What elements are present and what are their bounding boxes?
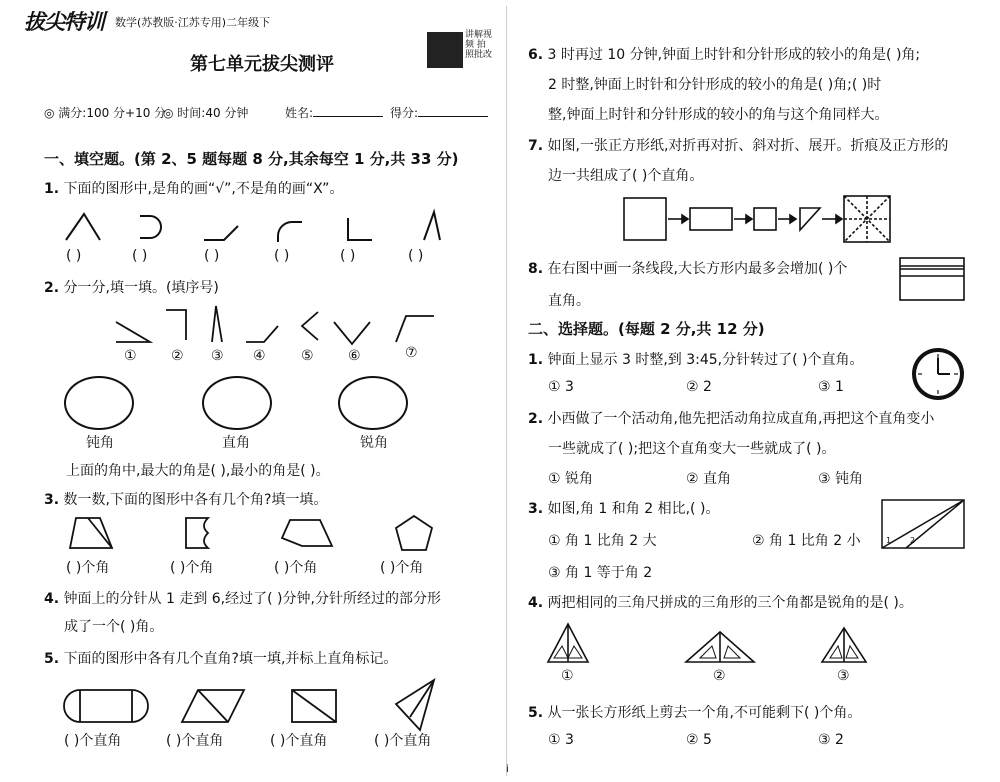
- q1-blank-4[interactable]: ( ): [274, 248, 290, 264]
- page-title: 第七单元拔尖测评: [190, 54, 334, 75]
- q6-line3: 整,钟面上时针和分针形成的较小的角与这个角同样大。: [548, 107, 889, 123]
- q2-label-4: ④: [253, 348, 266, 364]
- q2-label-7: ⑦: [405, 345, 418, 361]
- c3-figure-label-2: 2: [910, 536, 916, 545]
- c1-text: 钟面上显示 3 时整,到 3:45,分针转过了( )个直角。: [547, 352, 864, 368]
- q3-text: 数一数,下面的图形中各有几个角?填一填。: [63, 492, 328, 508]
- c3-text: 如图,角 1 和角 2 相比,( )。: [547, 501, 720, 517]
- q1-text: 下面的图形中,是角的画“√”,不是角的画“X”。: [63, 181, 344, 197]
- q1-blank-5[interactable]: ( ): [340, 248, 356, 264]
- q8-number: 8.: [528, 261, 544, 277]
- q8-line2: 直角。: [548, 293, 590, 309]
- q7-text-1: 如图,一张正方形纸,对折再对折、斜对折、展开。折痕及正方形的: [547, 138, 949, 154]
- c5-option-2[interactable]: ② 5: [686, 732, 712, 748]
- c1-option-1[interactable]: ① 3: [548, 379, 574, 395]
- page-mark: i: [506, 764, 509, 775]
- c2-option-3[interactable]: ③ 钝角: [818, 471, 864, 487]
- c3-option-3[interactable]: ③ 角 1 等于角 2: [548, 565, 653, 581]
- q7-line2: 边一共组成了( )个直角。: [548, 168, 704, 184]
- q2-label-1: ①: [124, 348, 137, 364]
- section1-title: 一、填空题。(第 2、5 题每题 8 分,其余每空 1 分,共 33 分): [44, 150, 459, 168]
- q1-blank-3[interactable]: ( ): [204, 248, 220, 264]
- q3-blank-2[interactable]: ( )个角: [170, 560, 214, 576]
- c1-number: 1.: [528, 352, 544, 368]
- q2-label-3: ③: [211, 348, 224, 364]
- score-label: 得分:: [390, 106, 419, 120]
- c3-number: 3.: [528, 501, 544, 517]
- oval-acute-label: 锐角: [360, 435, 388, 451]
- q1-blank-2[interactable]: ( ): [132, 248, 148, 264]
- c4-label-1[interactable]: ①: [561, 668, 574, 684]
- c2-text-1: 小西做了一个活动角,他先把活动角拉成直角,再把这个直角变小: [547, 411, 935, 427]
- q3-number: 3.: [44, 492, 60, 508]
- q8-text-1: 在右图中画一条线段,大长方形内最多会增加( )个: [547, 261, 848, 277]
- q1-blank-1[interactable]: ( ): [66, 248, 82, 264]
- qr-label: 讲解视频 拍照批改: [465, 30, 493, 60]
- q5-blank-2[interactable]: ( )个直角: [166, 733, 224, 749]
- q3-blank-1[interactable]: ( )个角: [66, 560, 110, 576]
- q5-blank-4[interactable]: ( )个直角: [374, 733, 432, 749]
- q4-line2: 成了一个( )角。: [64, 619, 164, 635]
- q1-number: 1.: [44, 181, 60, 197]
- q5-blank-3[interactable]: ( )个直角: [270, 733, 328, 749]
- c5-option-3[interactable]: ③ 2: [818, 732, 844, 748]
- c1-option-3[interactable]: ③ 1: [818, 379, 844, 395]
- q1-blank-6[interactable]: ( ): [408, 248, 424, 264]
- c5-number: 5.: [528, 705, 544, 721]
- c2-line2: 一些就成了( );把这个直角变大一些就成了( )。: [548, 441, 836, 457]
- q2-label-2: ②: [171, 348, 184, 364]
- oval-obtuse-label: 钝角: [86, 435, 114, 451]
- full-score: ◎ 满分:100 分+10 分: [44, 106, 167, 120]
- c3-option-1[interactable]: ① 角 1 比角 2 大: [548, 533, 657, 549]
- q6-text-1: 3 时再过 10 分钟,钟面上时针和分针形成的较小的角是( )角;: [547, 47, 921, 63]
- c1-option-2[interactable]: ② 2: [686, 379, 712, 395]
- q7-number: 7.: [528, 138, 544, 154]
- book-info: 数学(苏教版·江苏专用)二年级下: [115, 16, 271, 29]
- time-limit: ◎ 时间:40 分钟: [163, 106, 249, 120]
- q3-blank-3[interactable]: ( )个角: [274, 560, 318, 576]
- q4-text-1: 钟面上的分针从 1 走到 6,经过了( )分钟,分针所经过的部分形: [63, 591, 441, 607]
- c4-label-3[interactable]: ③: [837, 668, 850, 684]
- q2-label-5: ⑤: [301, 348, 314, 364]
- q3-blank-4[interactable]: ( )个角: [380, 560, 424, 576]
- q6-line2: 2 时整,钟面上时针和分针形成的较小的角是( )角;( )时: [548, 77, 882, 93]
- q2-text: 分一分,填一填。(填序号): [63, 280, 219, 296]
- c4-text: 两把相同的三角尺拼成的三角形的三个角都是锐角的是( )。: [547, 595, 913, 611]
- c5-option-1[interactable]: ① 3: [548, 732, 574, 748]
- q4-number: 4.: [44, 591, 60, 607]
- q5-text: 下面的图形中各有几个直角?填一填,并标上直角标记。: [63, 651, 398, 667]
- q2-follow-up: 上面的角中,最大的角是( ),最小的角是( )。: [66, 463, 330, 479]
- oval-right-label: 直角: [222, 435, 250, 451]
- c3-figure-label-1: 1: [886, 536, 892, 545]
- logo: 拔尖特训: [24, 10, 104, 34]
- section2-title: 二、选择题。(每题 2 分,共 12 分): [528, 320, 765, 338]
- c3-option-2[interactable]: ② 角 1 比角 2 小: [752, 533, 861, 549]
- q2-number: 2.: [44, 280, 60, 296]
- c4-label-2[interactable]: ②: [713, 668, 726, 684]
- name-label: 姓名:: [285, 106, 314, 120]
- c5: [528, 702, 861, 722]
- q2-label-6: ⑥: [348, 348, 361, 364]
- c5-text: 从一张长方形纸上剪去一个角,不可能剩下( )个角。: [547, 705, 862, 721]
- c4-number: 4.: [528, 595, 544, 611]
- q6-number: 6.: [528, 47, 544, 63]
- q5-blank-1[interactable]: ( )个直角: [64, 733, 122, 749]
- c2-option-1[interactable]: ① 锐角: [548, 471, 594, 487]
- c2-option-2[interactable]: ② 直角: [686, 471, 732, 487]
- c2-number: 2.: [528, 411, 544, 427]
- q5-number: 5.: [44, 651, 60, 667]
